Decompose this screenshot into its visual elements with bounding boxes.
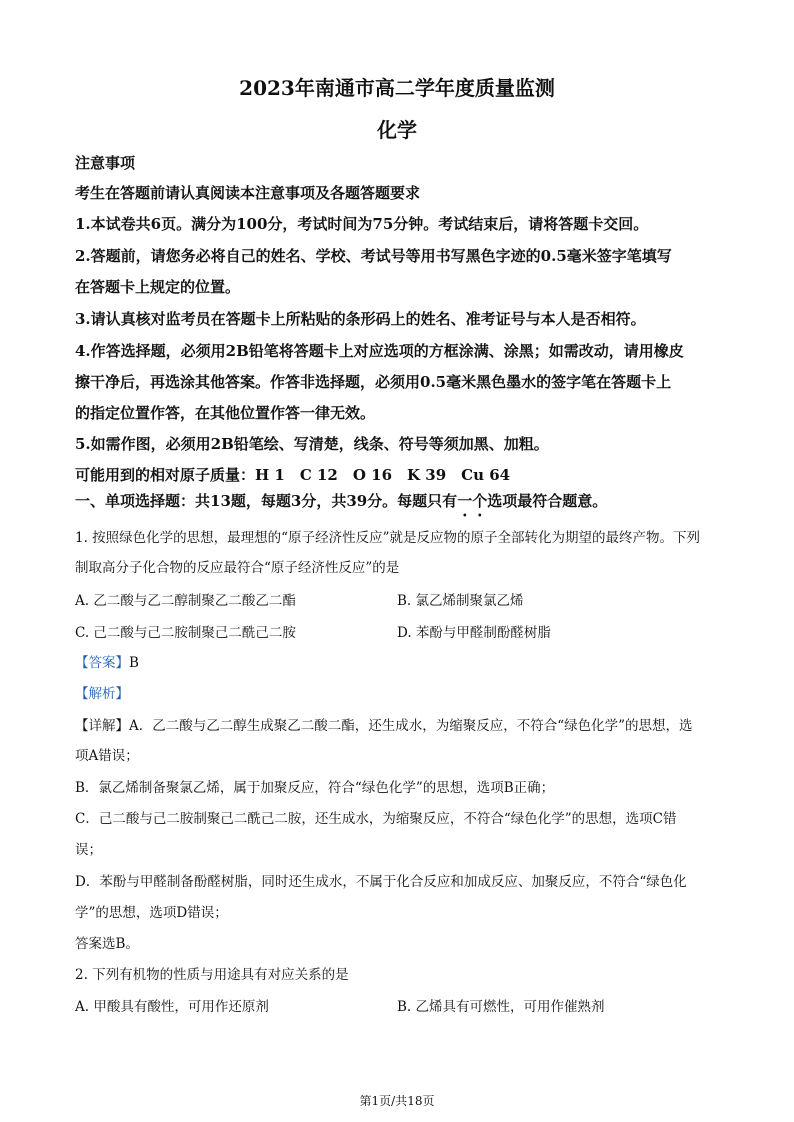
option-b: B. 氯乙烯制聚氯乙烯	[397, 593, 524, 609]
document-title: 2023年南通市高二学年度质量监测	[239, 76, 555, 100]
notice-heading: 注意事项	[75, 154, 136, 172]
section-heading-pre: 一、单项选择题：共13题，每题3分，共39分。每题只有	[75, 492, 458, 510]
answer-value: B	[129, 655, 139, 671]
option-a: A. 甲酸具有酸性，可用作还原剂	[75, 999, 269, 1015]
option-a: A. 乙二酸与乙二醇制聚乙二酸乙二酯	[75, 593, 296, 609]
section-heading-emphasis: 一个	[457, 492, 488, 510]
notice-item: 5.如需作图，必须用2B铅笔绘、写清楚，线条、符号等须加黑、加粗。	[75, 435, 549, 453]
option-c: C. 己二酸与己二胺制聚己二酰己二胺	[75, 625, 296, 641]
detail-tag: 【详解】	[75, 718, 129, 734]
notice-item: 3.请认真核对监考员在答题卡上所粘贴的条形码上的姓名、准考证号与本人是否相符。	[75, 310, 646, 328]
notice-item: 擦干净后，再选涂其他答案。作答非选择题，必须用0.5毫米黑色墨水的签字笔在答题卡上	[75, 373, 672, 391]
detail-line	[75, 714, 693, 734]
detail-text: A．乙二酸与乙二醇生成聚乙二酸二酯，还生成水，为缩聚反应，不符合“绿色化学”的思想，选	[129, 718, 693, 734]
analysis-tag: 【解析】	[75, 686, 129, 702]
detail-line: 项A错误；	[75, 748, 139, 764]
detail-line: C．己二酸与己二胺制聚己二酰己二胺，还生成水，为缩聚反应，不符合“绿色化学”的思想，选项C错	[75, 811, 677, 827]
notice-item: 在答题卡上规定的位置。	[75, 278, 241, 296]
notice-item: 1.本试卷共6页。满分为100分，考试时间为75分钟。考试结束后，请将答题卡交回。	[75, 215, 649, 233]
answer-tag: 【答案】	[75, 655, 129, 671]
detail-line: D．苯酚与甲醛制备酚醛树脂，同时还生成水，不属于化合反应和加成反应、加聚反应，不符合“绿色化	[75, 874, 687, 890]
notice-item: 2.答题前，请您务必将自己的姓名、学校、考试号等用书写黑色字迹的0.5毫米签字笔填写	[75, 247, 672, 265]
notice-intro: 考生在答题前请认真阅读本注意事项及各题答题要求	[75, 184, 421, 202]
answer-line	[75, 651, 139, 671]
notice-item: 4.作答选择题，必须用2B铅笔将答题卡上对应选项的方框涂满、涂黑；如需改动，请用橡皮	[75, 342, 684, 360]
detail-line: 答案选B。	[75, 936, 139, 952]
page-number: 第1页/共18页	[359, 1094, 435, 1108]
question-stem: 2. 下列有机物的性质与用途具有对应关系的是	[75, 967, 349, 983]
option-b: B. 乙烯具有可燃性，可用作催熟剂	[397, 999, 605, 1015]
detail-line: 误；	[75, 842, 102, 858]
option-d: D. 苯酚与甲醛制酚醛树脂	[397, 625, 551, 641]
atomic-mass-line: 可能用到的相对原子质量：H 1 C 12 O 16 K 39 Cu 64	[75, 466, 511, 484]
section-heading	[75, 490, 607, 520]
subject-title: 化学	[377, 118, 417, 142]
question-stem: 制取高分子化合物的反应最符合“原子经济性反应”的是	[75, 560, 400, 576]
detail-line: 学”的思想，选项D错误；	[75, 905, 228, 921]
detail-line: B．氯乙烯制备聚氯乙烯，属于加聚反应，符合“绿色化学”的思想，选项B正确；	[75, 780, 555, 796]
question-stem: 1. 按照绿色化学的思想，最理想的“原子经济性反应”就是反应物的原子全部转化为期望的最终产物。下列	[75, 530, 700, 546]
section-heading-post: 选项最符合题意。	[487, 492, 608, 510]
notice-item: 的指定位置作答，在其他位置作答一律无效。	[75, 404, 376, 422]
